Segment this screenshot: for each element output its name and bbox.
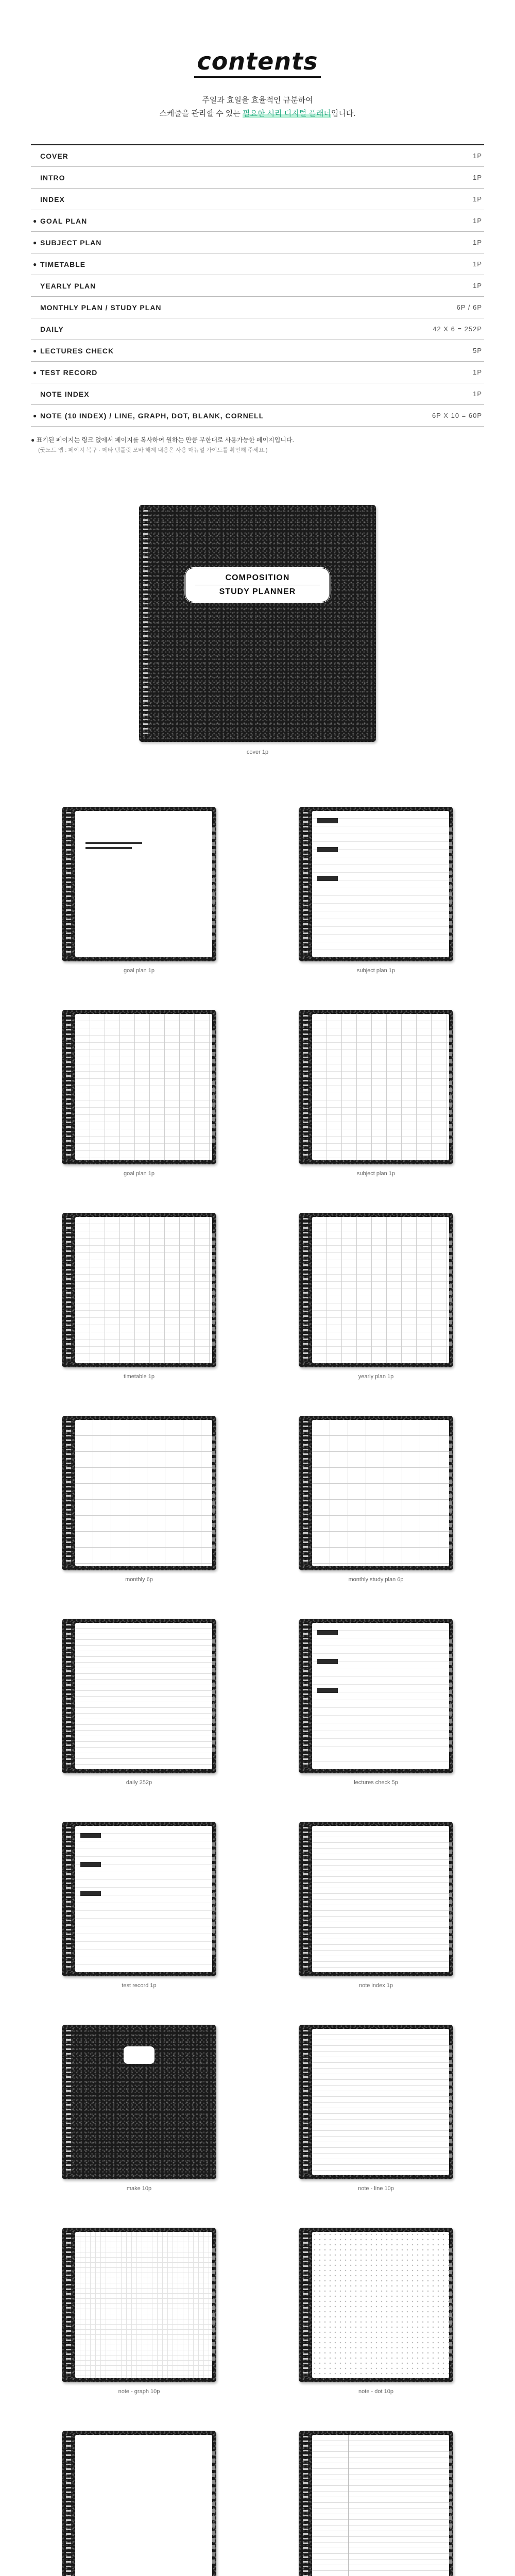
page-thumbnail xyxy=(299,807,453,974)
thumbnail-caption: note index 1p xyxy=(358,1982,393,1989)
contents-row xyxy=(31,275,484,297)
contents-row-pages: 1P xyxy=(473,260,482,268)
bullet-icon: ● xyxy=(33,239,38,246)
thumbnail-caption: goal plan 1p xyxy=(124,968,154,974)
thumbnail-image xyxy=(62,1416,216,1570)
page-thumbnail xyxy=(62,2228,216,2395)
thumbnail-caption: daily 252p xyxy=(126,1780,152,1786)
contents-row-label: DAILY xyxy=(40,325,64,333)
thumbnail-image xyxy=(62,2431,216,2576)
contents-row xyxy=(31,318,484,340)
thumbnail-image xyxy=(299,1822,453,1976)
page-thumbnail xyxy=(62,2431,216,2576)
thumbnail-caption: note - dot 10p xyxy=(358,2388,393,2395)
thumbnail-image xyxy=(299,1619,453,1773)
thumbnail-caption: note - line 10p xyxy=(358,2185,394,2192)
page-thumbnail xyxy=(299,1010,453,1177)
page-thumbnail xyxy=(299,1213,453,1380)
spiral-binding xyxy=(143,510,148,737)
contents-row xyxy=(31,253,484,275)
contents-row-label: LECTURES CHECK xyxy=(40,346,114,355)
contents-row-label: SUBJECT PLAN xyxy=(40,238,102,247)
contents-row-pages: 1P xyxy=(473,239,482,246)
contents-row-label: MONTHLY PLAN / STUDY PLAN xyxy=(40,303,162,312)
contents-row-label: TEST RECORD xyxy=(40,368,98,377)
page-thumbnail xyxy=(299,1822,453,1989)
contents-row-label: INDEX xyxy=(40,195,65,204)
page-thumbnail xyxy=(62,2025,216,2192)
bullet-icon: ● xyxy=(33,260,38,268)
thumbnail-caption: monthly study plan 6p xyxy=(348,1577,404,1583)
contents-row-pages: 1P xyxy=(473,217,482,225)
contents-row xyxy=(31,405,484,427)
page-thumbnail xyxy=(299,2228,453,2395)
contents-row-label: TIMETABLE xyxy=(40,260,86,268)
intro-text xyxy=(0,94,515,121)
intro-line-1: 주일과 효일을 효율적인 규분하여 xyxy=(202,96,313,105)
bullet-icon: ● xyxy=(33,368,38,376)
contents-row xyxy=(31,383,484,405)
thumbnail-image xyxy=(62,1822,216,1976)
contents-row xyxy=(31,189,484,210)
thumbnail-caption: note - graph 10p xyxy=(118,2388,160,2395)
thumbnail-image xyxy=(62,2025,216,2179)
thumbnail-caption: goal plan 1p xyxy=(124,1171,154,1177)
thumbnail-image xyxy=(299,1213,453,1367)
contents-row-pages: 1P xyxy=(473,152,482,160)
contents-title: contents xyxy=(0,0,515,75)
thumbnail-image xyxy=(299,1010,453,1164)
thumbnail-caption: test record 1p xyxy=(122,1982,157,1989)
page-thumbnail xyxy=(62,1416,216,1583)
thumbnail-image xyxy=(299,1416,453,1570)
contents-row xyxy=(31,145,484,167)
bullet-icon: ● xyxy=(33,347,38,354)
contents-row xyxy=(31,297,484,318)
thumbnail-caption: subject plan 1p xyxy=(357,968,395,974)
cover-caption: cover 1p xyxy=(246,749,269,755)
contents-row-pages: 6P / 6P xyxy=(456,303,482,311)
cover-plate-line-2: STUDY PLANNER xyxy=(219,587,296,596)
thumbnail-image xyxy=(299,2025,453,2179)
contents-row xyxy=(31,232,484,253)
thumbnail-caption: lectures check 5p xyxy=(354,1780,398,1786)
contents-row-pages: 1P xyxy=(473,174,482,181)
bullet-icon: ● xyxy=(33,217,38,225)
contents-row-label: GOAL PLAN xyxy=(40,216,88,225)
thumbnail-image xyxy=(299,807,453,961)
page-thumbnail xyxy=(62,1822,216,1989)
thumbnail-caption: timetable 1p xyxy=(124,1374,154,1380)
page-thumbnail xyxy=(299,2431,453,2576)
thumbnail-image xyxy=(299,2228,453,2382)
contents-row xyxy=(31,362,484,383)
contents-row-pages: 6P X 10 = 60P xyxy=(432,412,482,419)
intro-highlight: 필요한 시리 디지털 플래너 xyxy=(243,109,331,118)
contents-row-pages: 1P xyxy=(473,368,482,376)
page-thumbnail xyxy=(62,1619,216,1786)
contents-row xyxy=(31,340,484,362)
page-thumbnail xyxy=(299,1619,453,1786)
thumbnail-image xyxy=(62,1213,216,1367)
thumbnail-image xyxy=(62,1619,216,1773)
page-thumbnail xyxy=(62,1213,216,1380)
cover-plate-line-1: COMPOSITION xyxy=(225,573,290,582)
cover-planner-image xyxy=(139,505,376,742)
thumbnail-caption: yearly plan 1p xyxy=(358,1374,394,1380)
contents-row-pages: 1P xyxy=(473,282,482,290)
contents-row-pages: 5P xyxy=(473,347,482,354)
contents-row-pages: 1P xyxy=(473,390,482,398)
contents-row xyxy=(31,210,484,232)
thumbnail-image xyxy=(62,1010,216,1164)
cover-preview xyxy=(139,505,376,755)
thumbnail-image xyxy=(62,2228,216,2382)
contents-row xyxy=(31,167,484,189)
page-thumbnail xyxy=(62,1010,216,1177)
thumbnail-caption: make 10p xyxy=(126,2185,152,2192)
label-plate-icon xyxy=(124,2046,154,2064)
contents-row-label: YEARLY PLAN xyxy=(40,281,96,290)
page-thumbnail xyxy=(299,2025,453,2192)
contents-row-label: COVER xyxy=(40,151,68,160)
page-thumbnail xyxy=(62,807,216,974)
thumbnail-caption: monthly 6p xyxy=(125,1577,153,1583)
intro-line-2: 스케줄을 관리할 수 있는 필요한 시리 디지털 플래너입니다. xyxy=(159,109,356,118)
contents-row-label: NOTE INDEX xyxy=(40,389,90,398)
contents-row-label: NOTE (10 INDEX) / LINE, GRAPH, DOT, BLANK, CORNELL xyxy=(40,411,264,420)
thumbnail-caption: subject plan 1p xyxy=(357,1171,395,1177)
thumbnail-image xyxy=(62,807,216,961)
page-thumbnail-grid xyxy=(62,807,453,2576)
page-thumbnail xyxy=(299,1416,453,1583)
contents-note-sub: (굿노트 앱 : 페이지 복구 · 메타 템플릿 모바 해제 내용은 사용 매뉴얼 가이드를 확인해 주세요.) xyxy=(38,447,268,453)
contents-note xyxy=(31,435,484,455)
contents-row-pages: 42 X 6 = 252P xyxy=(433,325,482,333)
bullet-icon: ● xyxy=(33,412,38,419)
contents-row-label: INTRO xyxy=(40,173,65,182)
cover-title-plate xyxy=(184,567,331,603)
contents-row-pages: 1P xyxy=(473,195,482,203)
contents-note-main: ● 표기된 페이지는 링크 없에서 페이지를 복사하여 원하는 만큼 무한대로 사용가능한 페이지입니다. xyxy=(31,436,294,444)
contents-list xyxy=(31,144,484,427)
thumbnail-image xyxy=(299,2431,453,2576)
